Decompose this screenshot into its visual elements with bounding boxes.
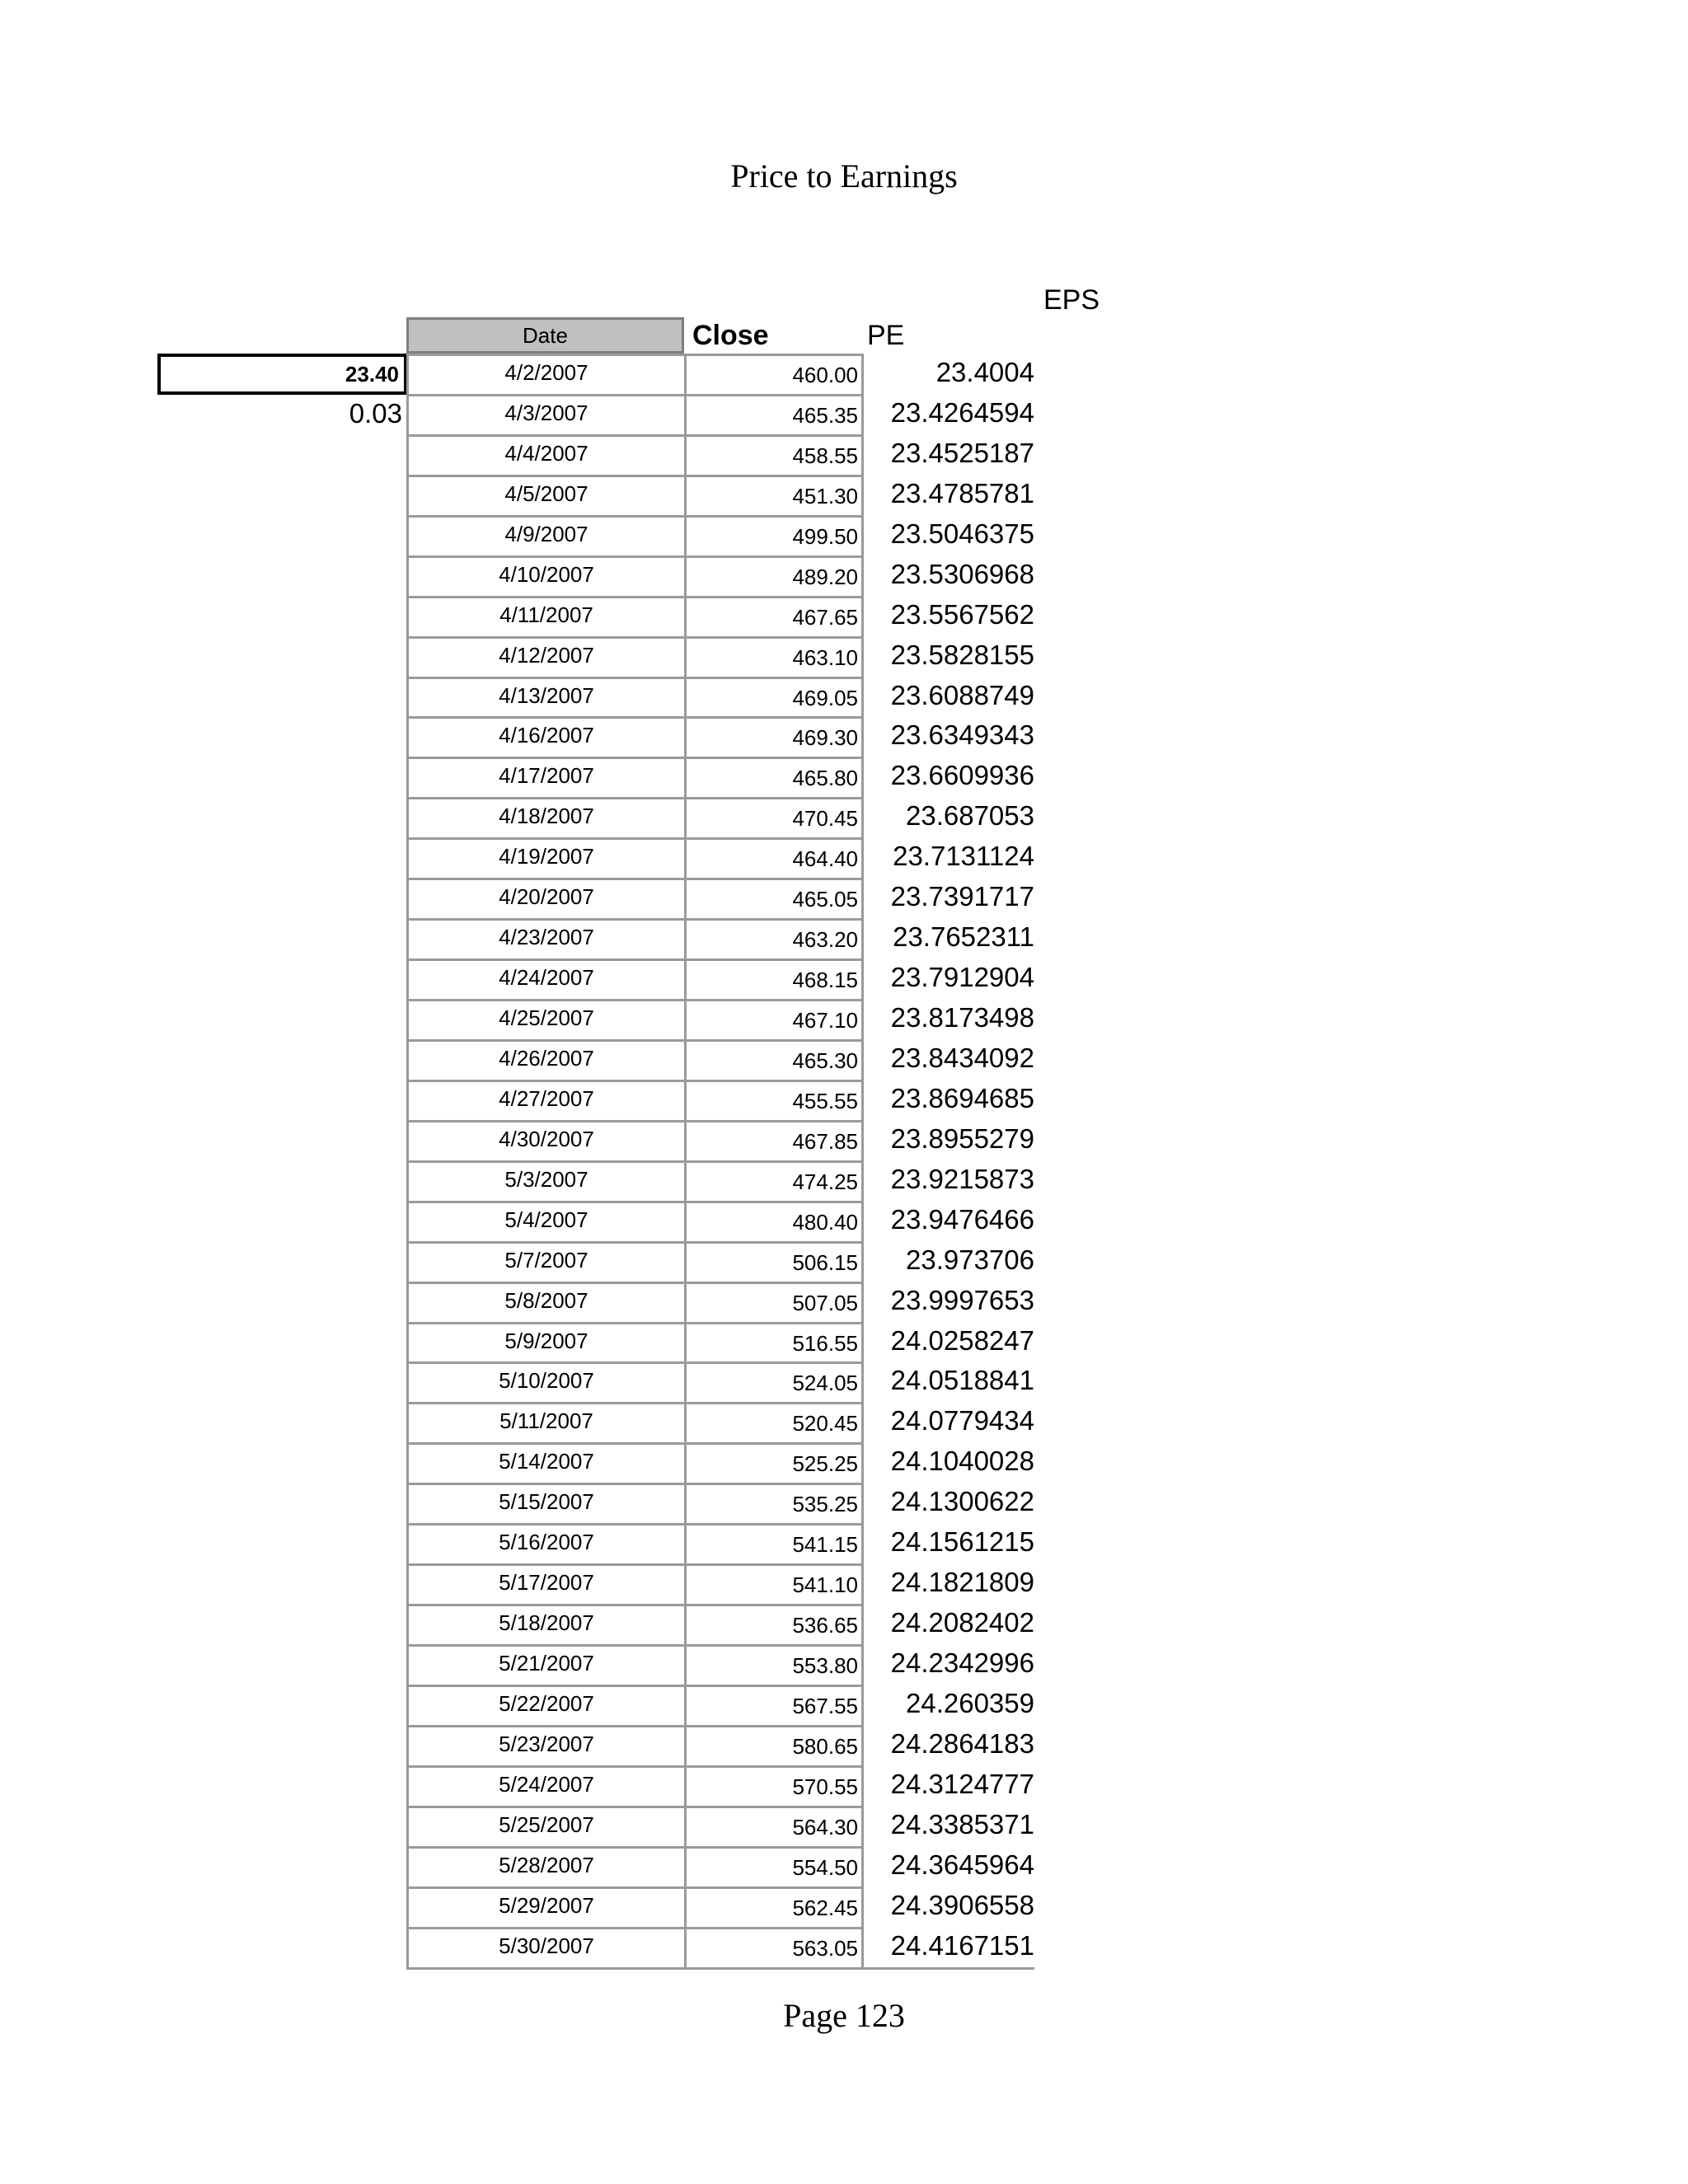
page-title: Price to Earnings <box>730 157 958 194</box>
pe-cell[interactable]: 23.7652311 <box>893 921 1034 953</box>
close-cell[interactable]: 520.45 <box>687 1402 864 1442</box>
table-row <box>409 1080 1034 1120</box>
pe-cell[interactable]: 23.8434092 <box>890 1042 1034 1073</box>
date-cell[interactable]: 4/23/2007 <box>409 918 687 958</box>
pe-cell[interactable]: 23.6609936 <box>890 760 1034 791</box>
pe-cell[interactable]: 24.2864183 <box>890 1727 1034 1759</box>
pe-cell[interactable]: 23.5828155 <box>890 639 1034 670</box>
table-row <box>409 878 1034 918</box>
table-row <box>409 1846 1034 1886</box>
pe-cell[interactable]: 24.3645964 <box>890 1849 1034 1880</box>
pe-cell[interactable]: 23.7912904 <box>890 962 1034 993</box>
date-cell[interactable]: 5/16/2007 <box>409 1523 687 1563</box>
close-cell[interactable]: 460.00 <box>687 354 864 394</box>
table-row <box>409 1927 1034 1967</box>
pe-cell[interactable]: 23.973706 <box>906 1244 1034 1275</box>
pe-cell[interactable]: 23.5567562 <box>890 598 1034 630</box>
close-cell[interactable]: 465.35 <box>687 394 864 434</box>
table-row <box>409 918 1034 958</box>
table-row <box>409 1483 1034 1523</box>
table-row <box>409 1523 1034 1563</box>
pe-cell[interactable]: 23.6349343 <box>890 719 1034 751</box>
date-cell[interactable]: 5/7/2007 <box>409 1241 687 1282</box>
date-cell[interactable]: 5/18/2007 <box>409 1604 687 1644</box>
pe-cell[interactable]: 23.4525187 <box>890 437 1034 468</box>
date-cell[interactable]: 4/18/2007 <box>409 797 687 837</box>
table-row <box>409 757 1034 797</box>
date-cell[interactable]: 5/24/2007 <box>409 1765 687 1806</box>
date-cell[interactable]: 5/17/2007 <box>409 1563 687 1604</box>
date-cell[interactable]: 5/29/2007 <box>409 1886 687 1927</box>
pe-cell[interactable]: 24.0518841 <box>890 1365 1034 1396</box>
pe-cell[interactable]: 24.1300622 <box>890 1486 1034 1517</box>
close-cell[interactable]: 507.05 <box>687 1282 864 1322</box>
date-cell[interactable]: 5/22/2007 <box>409 1685 687 1725</box>
date-cell[interactable]: 5/30/2007 <box>409 1927 687 1967</box>
table-row <box>409 555 1034 596</box>
date-cell[interactable]: 5/21/2007 <box>409 1644 687 1685</box>
table-row <box>409 1361 1034 1402</box>
pe-cell[interactable]: 23.8173498 <box>890 1002 1034 1033</box>
close-cell[interactable]: 499.50 <box>687 515 864 555</box>
close-cell[interactable]: 536.65 <box>687 1604 864 1644</box>
pe-cell[interactable]: 23.8694685 <box>890 1082 1034 1113</box>
table-row <box>409 999 1034 1039</box>
pe-cell[interactable]: 24.1561215 <box>890 1526 1034 1558</box>
date-cell[interactable]: 5/3/2007 <box>409 1160 687 1201</box>
table-row <box>409 1402 1034 1442</box>
date-cell[interactable]: 4/16/2007 <box>409 716 687 757</box>
close-cell[interactable]: 469.30 <box>687 716 864 757</box>
table-row <box>409 1806 1034 1846</box>
table-row <box>409 1604 1034 1644</box>
date-cell[interactable]: 4/13/2007 <box>409 677 687 717</box>
close-cell[interactable]: 467.10 <box>687 999 864 1039</box>
table-row <box>409 1241 1034 1282</box>
close-cell[interactable]: 458.55 <box>687 434 864 475</box>
date-cell[interactable]: 4/30/2007 <box>409 1120 687 1160</box>
close-cell[interactable]: 468.15 <box>687 958 864 999</box>
close-cell[interactable]: 469.05 <box>687 677 864 717</box>
date-cell[interactable]: 5/15/2007 <box>409 1483 687 1523</box>
pe-cell[interactable]: 24.1821809 <box>890 1567 1034 1598</box>
pe-cell[interactable]: 24.260359 <box>906 1687 1034 1718</box>
selected-cell[interactable]: 23.40 <box>157 354 407 395</box>
date-cell[interactable]: 4/17/2007 <box>409 757 687 797</box>
table-row <box>409 636 1034 677</box>
page-footer: Page 123 <box>783 1997 905 2034</box>
table-row <box>409 1039 1034 1080</box>
date-cell[interactable]: 4/10/2007 <box>409 555 687 596</box>
date-cell[interactable]: 4/27/2007 <box>409 1080 687 1120</box>
pe-cell[interactable]: 23.4785781 <box>890 477 1034 509</box>
close-cell[interactable]: 580.65 <box>687 1725 864 1765</box>
close-cell[interactable]: 463.10 <box>687 636 864 677</box>
table-row <box>409 716 1034 757</box>
close-cell[interactable]: 465.80 <box>687 757 864 797</box>
table-row <box>409 515 1034 555</box>
pe-cell[interactable]: 23.5306968 <box>890 558 1034 589</box>
table-row <box>409 797 1034 837</box>
table-row <box>409 354 1034 394</box>
close-cell[interactable]: 470.45 <box>687 797 864 837</box>
pe-cell[interactable]: 23.9997653 <box>890 1284 1034 1315</box>
pe-cell[interactable]: 23.4004 <box>935 357 1034 387</box>
date-cell[interactable]: 4/19/2007 <box>409 837 687 878</box>
table-row <box>409 1725 1034 1765</box>
pe-cell[interactable]: 23.7391717 <box>890 881 1034 912</box>
close-cell[interactable]: 564.30 <box>687 1806 864 1846</box>
close-cell[interactable]: 525.25 <box>687 1442 864 1483</box>
close-cell[interactable]: 563.05 <box>687 1927 864 1967</box>
date-column-header[interactable]: Date <box>406 317 684 354</box>
pe-cell[interactable]: 24.4167151 <box>890 1929 1034 1961</box>
date-cell[interactable]: 4/2/2007 <box>409 354 687 394</box>
date-cell[interactable]: 4/11/2007 <box>409 596 687 636</box>
close-cell[interactable]: 541.10 <box>687 1563 864 1604</box>
table-row <box>409 434 1034 475</box>
pe-cell[interactable]: 23.6088749 <box>890 679 1034 710</box>
pe-cell[interactable]: 24.1040028 <box>890 1446 1034 1477</box>
table-row <box>409 1160 1034 1201</box>
table-row <box>409 1442 1034 1483</box>
table-row <box>409 1886 1034 1927</box>
table-row <box>409 1765 1034 1806</box>
pe-cell[interactable]: 24.2342996 <box>890 1647 1034 1678</box>
date-cell[interactable]: 5/14/2007 <box>409 1442 687 1483</box>
table-row <box>409 958 1034 999</box>
pe-column-header: PE <box>867 320 905 351</box>
pe-cell[interactable]: 24.3124777 <box>890 1768 1034 1799</box>
date-cell[interactable]: 5/23/2007 <box>409 1725 687 1765</box>
table-row <box>409 596 1034 636</box>
date-cell[interactable]: 5/9/2007 <box>409 1322 687 1362</box>
date-cell[interactable]: 4/4/2007 <box>409 434 687 475</box>
close-cell[interactable]: 570.55 <box>687 1765 864 1806</box>
table-row <box>409 1120 1034 1160</box>
close-cell[interactable]: 463.20 <box>687 918 864 958</box>
close-cell[interactable]: 465.05 <box>687 878 864 918</box>
close-cell[interactable]: 506.15 <box>687 1241 864 1282</box>
pe-cell[interactable]: 23.5046375 <box>890 518 1034 549</box>
date-cell[interactable]: 4/20/2007 <box>409 878 687 918</box>
pe-cell[interactable]: 23.4264594 <box>890 396 1034 428</box>
pe-cell[interactable]: 24.3385371 <box>890 1808 1034 1840</box>
close-cell[interactable]: 489.20 <box>687 555 864 596</box>
date-cell[interactable]: 4/3/2007 <box>409 394 687 434</box>
date-cell[interactable]: 4/5/2007 <box>409 475 687 515</box>
close-cell[interactable]: 553.80 <box>687 1644 864 1685</box>
table-row <box>409 1563 1034 1604</box>
date-cell[interactable]: 4/9/2007 <box>409 515 687 555</box>
table-row <box>409 1282 1034 1322</box>
close-cell[interactable]: 524.05 <box>687 1361 864 1402</box>
table-row <box>409 475 1034 515</box>
date-cell[interactable]: 4/25/2007 <box>409 999 687 1039</box>
close-cell[interactable]: 467.85 <box>687 1120 864 1160</box>
table-row <box>409 1322 1034 1362</box>
table-row <box>409 1644 1034 1685</box>
table-row <box>409 394 1034 434</box>
delta-value: 0.03 <box>349 398 402 429</box>
date-cell[interactable]: 5/8/2007 <box>409 1282 687 1322</box>
pe-cell[interactable]: 24.0258247 <box>890 1324 1034 1356</box>
date-cell[interactable]: 5/4/2007 <box>409 1201 687 1241</box>
close-cell[interactable]: 455.55 <box>687 1080 864 1120</box>
table-row <box>409 1201 1034 1241</box>
close-column-header: Close <box>692 320 769 351</box>
pe-cell[interactable]: 23.687053 <box>906 800 1034 832</box>
close-cell[interactable]: 554.50 <box>687 1846 864 1886</box>
date-cell[interactable]: 4/12/2007 <box>409 636 687 677</box>
date-cell[interactable]: 5/10/2007 <box>409 1361 687 1402</box>
close-cell[interactable]: 535.25 <box>687 1483 864 1523</box>
close-cell[interactable]: 464.40 <box>687 837 864 878</box>
date-cell[interactable]: 4/26/2007 <box>409 1039 687 1080</box>
table-row <box>409 837 1034 878</box>
pe-cell[interactable]: 23.9215873 <box>890 1163 1034 1194</box>
close-cell[interactable]: 474.25 <box>687 1160 864 1201</box>
table-row <box>409 677 1034 717</box>
pe-cell[interactable]: 24.3906558 <box>890 1889 1034 1920</box>
pe-cell[interactable]: 23.7131124 <box>893 841 1034 872</box>
date-cell[interactable]: 5/25/2007 <box>409 1806 687 1846</box>
close-cell[interactable]: 562.45 <box>687 1886 864 1927</box>
pe-cell[interactable]: 24.2082402 <box>890 1607 1034 1638</box>
pe-cell[interactable]: 23.9476466 <box>890 1203 1034 1235</box>
close-cell[interactable]: 516.55 <box>687 1322 864 1362</box>
date-cell[interactable]: 4/24/2007 <box>409 958 687 999</box>
date-cell[interactable]: 5/11/2007 <box>409 1402 687 1442</box>
price-table <box>406 354 1034 1970</box>
eps-label: EPS <box>1043 284 1100 316</box>
pe-cell[interactable]: 24.0779434 <box>890 1405 1034 1436</box>
close-cell[interactable]: 480.40 <box>687 1201 864 1241</box>
close-cell[interactable]: 467.65 <box>687 596 864 636</box>
close-cell[interactable]: 541.15 <box>687 1523 864 1563</box>
table-row <box>409 1685 1034 1725</box>
close-cell[interactable]: 567.55 <box>687 1685 864 1725</box>
close-cell[interactable]: 465.30 <box>687 1039 864 1080</box>
date-cell[interactable]: 5/28/2007 <box>409 1846 687 1886</box>
pe-cell[interactable]: 23.8955279 <box>890 1122 1034 1154</box>
close-cell[interactable]: 451.30 <box>687 475 864 515</box>
